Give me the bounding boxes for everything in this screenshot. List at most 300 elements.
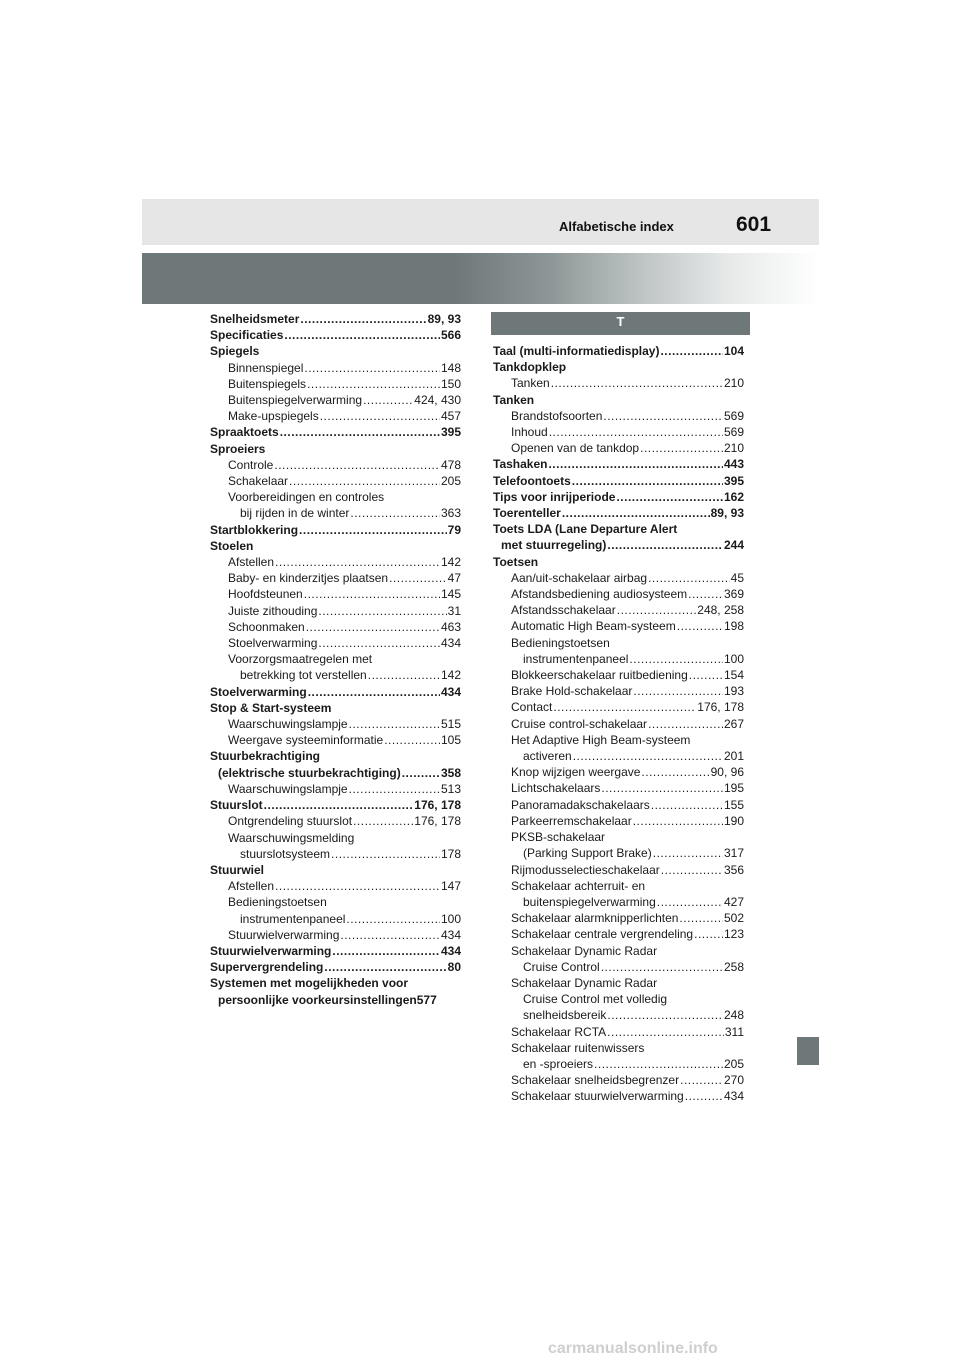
index-entry-pages: 427 [723, 894, 744, 909]
index-entry [210, 862, 461, 878]
index-entry [493, 1072, 744, 1088]
index-entry-pages: 443 [723, 457, 744, 472]
index-entry-label: Stuurwiel [210, 862, 265, 877]
index-entry-label: Schakelaar RCTA [511, 1024, 607, 1039]
header-band [142, 199, 819, 245]
index-entry-label: Waarschuwingslampje [228, 717, 348, 732]
watermark: carmanualsonline.info [548, 1340, 718, 1357]
index-entry [493, 910, 744, 926]
index-entry-pages: 150 [440, 376, 461, 391]
index-entry-pages: 434 [440, 943, 461, 958]
index-entry-pages: 358 [440, 765, 461, 780]
index-entry-pages: 248 [723, 1008, 744, 1023]
index-entry [493, 991, 744, 1007]
index-entry-label: Afstellen [228, 879, 275, 894]
index-entry [493, 764, 744, 780]
index-entry-pages: 100 [440, 911, 461, 926]
index-entry-pages: 356 [723, 862, 744, 877]
dot-leader [629, 651, 723, 667]
index-entry-label: Stoelen [210, 538, 254, 553]
index-entry [493, 343, 744, 359]
index-entry-pages: 210 [723, 376, 744, 391]
index-entry-label: Stuurwielverwarming [210, 943, 332, 958]
index-entry-label: Tanken [511, 376, 550, 391]
index-entry [493, 1088, 744, 1104]
dot-leader [368, 667, 440, 683]
dot-leader [280, 424, 440, 440]
index-entry-label: instrumentenpaneel [523, 651, 629, 666]
index-entry-label: Toets LDA (Lane Departure Alert [493, 522, 678, 537]
index-entry-label: Schakelaar achterruit- en [511, 878, 646, 893]
index-entry-label: Telefoontoets [493, 473, 571, 488]
index-entry [493, 570, 744, 586]
index-entry-pages: 145 [440, 587, 461, 602]
index-entry [210, 586, 461, 602]
index-entry-label: Stoelverwarming [228, 636, 318, 651]
index-entry-label: Stuurslot [210, 798, 263, 813]
index-column-right [493, 343, 744, 1105]
index-entry-label: Bedieningstoetsen [511, 635, 610, 650]
index-entry [210, 489, 461, 505]
index-entry-pages: 104 [723, 344, 744, 358]
index-entry-label: Schakelaar alarmknipperlichten [511, 911, 679, 926]
dot-leader [680, 1072, 723, 1088]
dot-leader [346, 911, 440, 927]
index-entry [493, 554, 744, 570]
index-entry-label: Waarschuwingslampje [228, 781, 348, 796]
index-entry-label: Schakelaar snelheidsbegrenzer [511, 1073, 680, 1088]
index-entry [493, 732, 744, 748]
index-entry [493, 651, 744, 667]
index-entry [493, 748, 744, 764]
index-entry [210, 943, 461, 959]
index-entry [493, 716, 744, 732]
index-entry-label: Afstandsschakelaar [511, 603, 616, 618]
index-entry [210, 732, 461, 748]
dot-leader [633, 813, 723, 829]
dot-leader [304, 360, 440, 376]
index-entry [493, 537, 744, 553]
index-entry [493, 829, 744, 845]
index-entry [493, 424, 744, 440]
index-entry-pages: 142 [440, 555, 461, 570]
index-entry [210, 927, 461, 943]
index-entry-label: Supervergrendeling [210, 960, 324, 975]
dot-leader [331, 846, 440, 862]
index-entry-label: Schoonmaken [228, 619, 305, 634]
index-entry-pages: 176, 178 [414, 798, 461, 813]
index-entry-pages: 176, 178 [414, 814, 461, 829]
dot-leader [601, 959, 723, 975]
index-entry-pages: 100 [723, 651, 744, 666]
index-entry-pages: 317 [723, 846, 744, 861]
dot-leader [694, 926, 723, 942]
index-entry-label: Aan/uit-schakelaar airbag [511, 570, 648, 585]
index-entry-label: Ontgrendeling stuurslot [228, 814, 353, 829]
index-entry [493, 505, 744, 521]
index-entry [210, 781, 461, 797]
dot-leader [264, 797, 414, 813]
index-entry-label: Cruise Control [523, 959, 600, 974]
index-entry-label: Schakelaar Dynamic Radar [511, 975, 658, 990]
index-entry [493, 635, 744, 651]
letter-heading-t: T [491, 312, 750, 335]
index-entry-pages: 369 [723, 587, 744, 602]
index-entry-label: Stuurwielverwarming [228, 927, 340, 942]
index-entry-label: Schakelaar stuurwielverwarming [511, 1089, 684, 1104]
index-entry-pages: 47 [447, 571, 461, 586]
index-entry-label: Make-upspiegels [228, 409, 319, 424]
index-entry-label: Blokkeerschakelaar ruitbediening [511, 668, 688, 683]
dot-leader [340, 927, 440, 943]
dot-leader [384, 732, 440, 748]
index-entry-pages: 267 [723, 716, 744, 731]
index-entry-label: stuurslotsysteem [240, 846, 331, 861]
index-entry [493, 683, 744, 699]
dot-leader [350, 505, 440, 521]
index-entry-label: Cruise Control met volledig [523, 992, 668, 1007]
index-entry-pages: 123 [723, 927, 744, 942]
index-entry-pages: 45 [730, 570, 744, 585]
index-entry-label: Voorzorgsmaatregelen met [228, 652, 373, 667]
index-entry-label: buitenspiegelverwarming [523, 894, 656, 909]
index-entry-pages: 463 [440, 619, 461, 634]
dot-leader [607, 537, 723, 553]
index-entry-label: Stoelverwarming [210, 684, 307, 699]
index-entry-label: Schakelaar Dynamic Radar [511, 943, 658, 958]
index-entry-label: Het Adaptive High Beam-systeem [511, 732, 691, 747]
index-entry [210, 651, 461, 667]
index-entry-label: Tips voor inrijperiode [493, 489, 616, 504]
index-entry-label: activeren [523, 749, 572, 764]
index-entry-pages: 395 [440, 425, 461, 440]
decorative-gradient-band [142, 253, 819, 304]
dot-leader [275, 554, 440, 570]
index-entry-pages: 178 [440, 846, 461, 861]
index-entry [493, 943, 744, 959]
index-entry-label: Controle [228, 457, 274, 472]
index-entry [210, 748, 461, 764]
index-entry-label: Sproeiers [210, 441, 266, 456]
index-entry-label: bij rijden in de winter [240, 506, 350, 521]
index-entry-label: Voorbereidingen en controles [228, 490, 385, 505]
index-entry-pages: 198 [723, 619, 744, 634]
index-entry [210, 894, 461, 910]
index-entry-pages: 142 [440, 668, 461, 683]
index-entry [493, 1024, 744, 1040]
dot-leader [304, 586, 440, 602]
index-entry [210, 603, 461, 619]
index-entry [210, 992, 461, 1008]
dot-leader [349, 716, 440, 732]
index-entry-pages: 162 [723, 489, 744, 504]
index-entry [210, 554, 461, 570]
dot-leader [318, 603, 446, 619]
dot-leader [660, 343, 723, 359]
index-entry-label: Brake Hold-schakelaar [511, 684, 633, 699]
index-entry-label: Systemen met mogelijkheden voor [210, 976, 409, 991]
page-number: 601 [736, 213, 772, 236]
chapter-side-tab [797, 1037, 819, 1065]
index-entry [493, 1007, 744, 1023]
index-entry-label: en -sproeiers [523, 1056, 594, 1071]
index-entry-label: Baby- en kinderzitjes plaatsen [228, 571, 389, 586]
index-entry-label: Waarschuwingsmelding [228, 830, 355, 845]
dot-leader [651, 797, 723, 813]
index-entry-pages: 89, 93 [427, 312, 461, 326]
index-entry [493, 699, 744, 715]
index-entry [210, 846, 461, 862]
index-entry-label: Tanken [493, 392, 535, 407]
index-entry-pages: 80 [447, 960, 461, 975]
dot-leader [657, 894, 723, 910]
dot-leader [601, 780, 723, 796]
dot-leader [573, 748, 723, 764]
dot-leader [332, 943, 440, 959]
index-entry [210, 376, 461, 392]
index-entry [493, 1040, 744, 1056]
index-entry [210, 538, 461, 554]
dot-leader [353, 813, 413, 829]
index-entry-label: Binnenspiegel [228, 360, 304, 375]
index-entry-label: Schakelaar centrale vergrendeling [511, 927, 694, 942]
dot-leader [641, 764, 709, 780]
index-entry-label: Spiegels [210, 344, 260, 359]
index-entry-label: persoonlijke voorkeursinstellingen [218, 992, 417, 1007]
index-entry [210, 505, 461, 521]
index-entry-label: Specificaties [210, 328, 284, 343]
index-entry-pages: 244 [723, 538, 744, 553]
index-entry-label: Buitenspiegelverwarming [228, 393, 363, 408]
index-entry-label: (elektrische stuurbekrachtiging) [218, 765, 401, 780]
index-entry [493, 602, 744, 618]
index-entry-label: Cruise control-schakelaar [511, 716, 648, 731]
index-entry-label: Knop wijzigen weergave [511, 765, 641, 780]
index-entry-pages: 201 [723, 749, 744, 764]
index-entry-pages: 424, 430 [414, 393, 461, 408]
index-entry [493, 473, 744, 489]
index-entry-label: Schakelaar ruitenwissers [511, 1040, 645, 1055]
dot-leader [607, 1007, 723, 1023]
index-entry [493, 618, 744, 634]
index-entry-label: Parkeerremschakelaar [511, 813, 632, 828]
index-entry-label: Rijmodusselectieschakelaar [511, 862, 660, 877]
index-entry-pages: 569 [723, 425, 744, 440]
dot-leader [308, 684, 440, 700]
index-entry-pages: 105 [440, 733, 461, 748]
index-entry-pages: 566 [440, 328, 461, 343]
index-entry-label: Buitenspiegels [228, 376, 307, 391]
index-entry [210, 424, 461, 440]
index-entry [493, 408, 744, 424]
index-entry-pages: 434 [440, 927, 461, 942]
index-entry [493, 667, 744, 683]
dot-leader [549, 424, 723, 440]
index-entry-label: snelheidsbereik [523, 1008, 607, 1023]
index-entry-label: Tankdopklep [493, 360, 567, 375]
index-entry-label: Toetsen [493, 554, 539, 569]
index-entry-label: Weergave systeeminformatie [228, 733, 384, 748]
dot-leader [607, 1024, 724, 1040]
index-entry [210, 441, 461, 457]
index-entry-label: Spraaktoets [210, 425, 279, 440]
index-entry [493, 375, 744, 391]
dot-leader [648, 570, 730, 586]
index-entry-pages: 258 [723, 959, 744, 974]
index-entry [210, 878, 461, 894]
index-entry [493, 521, 744, 537]
index-entry-pages: 147 [440, 879, 461, 894]
index-entry-label: Openen van de tankdop [511, 441, 640, 456]
index-entry [210, 522, 461, 538]
index-entry [493, 797, 744, 813]
index-entry [210, 619, 461, 635]
index-entry-label: Taal (multi-informatiedisplay) [493, 344, 660, 358]
dot-leader [653, 845, 723, 861]
dot-leader [324, 959, 446, 975]
index-entry-pages: 248, 258 [697, 603, 744, 618]
index-entry [210, 473, 461, 489]
index-entry [493, 456, 744, 472]
index-entry-label: Inhoud [511, 425, 548, 440]
index-entry-pages: 515 [440, 717, 461, 732]
index-entry [210, 635, 461, 651]
section-title: Alfabetische index [559, 219, 674, 234]
dot-leader [289, 473, 440, 489]
index-entry [210, 765, 461, 781]
index-entry-pages: 395 [723, 473, 744, 488]
dot-leader [603, 408, 723, 424]
dot-leader [402, 765, 440, 781]
dot-leader [688, 586, 723, 602]
index-entry-pages: 311 [724, 1024, 744, 1039]
index-entry-pages: 205 [440, 474, 461, 489]
dot-leader [572, 473, 723, 489]
dot-leader [677, 618, 723, 634]
index-entry-label: met stuurregeling) [501, 538, 607, 553]
dot-leader [551, 375, 723, 391]
index-entry-label: Stuurbekrachtiging [210, 749, 321, 764]
index-entry-label: instrumentenpaneel [240, 911, 346, 926]
index-entry [210, 716, 461, 732]
index-entry [210, 667, 461, 683]
index-entry [493, 780, 744, 796]
index-entry-pages: 577 [416, 992, 437, 1007]
index-entry [493, 586, 744, 602]
index-entry-pages: 195 [723, 781, 744, 796]
index-entry [210, 911, 461, 927]
index-entry-pages: 79 [447, 522, 461, 537]
index-entry-pages: 434 [723, 1089, 744, 1104]
index-entry [210, 311, 461, 327]
dot-leader [300, 311, 426, 327]
index-entry [210, 327, 461, 343]
index-entry-label: Hoofdsteunen [228, 587, 303, 602]
index-entry-label: Afstandsbediening audiosysteem [511, 587, 688, 602]
index-entry [493, 894, 744, 910]
dot-leader [661, 862, 723, 878]
index-entry-label: Contact [511, 700, 553, 715]
index-entry [493, 862, 744, 878]
dot-leader [553, 699, 696, 715]
index-entry-pages: 478 [440, 457, 461, 472]
dot-leader [284, 327, 440, 343]
index-entry-label: Toerenteller [493, 506, 561, 521]
index-entry-pages: 148 [440, 360, 461, 375]
index-entry [210, 684, 461, 700]
index-entry-pages: 434 [440, 684, 461, 699]
index-entry-label: Juiste zithouding [228, 603, 318, 618]
index-entry [493, 359, 744, 375]
dot-leader [679, 910, 723, 926]
index-entry-label: Automatic High Beam-systeem [511, 619, 676, 634]
index-entry-pages: 434 [440, 636, 461, 651]
index-entry-pages: 502 [723, 911, 744, 926]
index-entry [493, 392, 744, 408]
index-entry-label: Afstellen [228, 555, 275, 570]
index-entry [210, 343, 461, 359]
index-entry [210, 830, 461, 846]
dot-leader [594, 1056, 723, 1072]
index-entry [493, 926, 744, 942]
index-entry [210, 360, 461, 376]
dot-leader [685, 1088, 723, 1104]
index-entry-pages: 176, 178 [697, 700, 744, 715]
dot-leader [562, 505, 710, 521]
index-entry-pages: 205 [723, 1056, 744, 1071]
index-entry [493, 975, 744, 991]
dot-leader [318, 635, 440, 651]
dot-leader [548, 456, 723, 472]
index-entry-pages: 90, 96 [710, 765, 744, 780]
index-entry-label: Snelheidsmeter [210, 312, 300, 326]
index-entry [210, 408, 461, 424]
index-entry [493, 813, 744, 829]
index-entry [210, 959, 461, 975]
index-entry-label: Startblokkering [210, 522, 299, 537]
index-entry-pages: 363 [440, 506, 461, 521]
index-entry [493, 845, 744, 861]
index-entry-pages: 155 [723, 797, 744, 812]
dot-leader [389, 570, 447, 586]
dot-leader [320, 408, 440, 424]
index-entry-label: Brandstofsoorten [511, 408, 603, 423]
dot-leader [363, 392, 413, 408]
index-entry-pages: 569 [723, 408, 744, 423]
index-entry-label: (Parking Support Brake) [523, 846, 652, 861]
index-entry-pages: 89, 93 [710, 506, 744, 521]
index-entry-label: Stop & Start-systeem [210, 700, 332, 715]
dot-leader [307, 376, 440, 392]
index-entry-pages: 270 [723, 1073, 744, 1088]
index-entry-label: Schakelaar [228, 474, 289, 489]
index-entry [493, 959, 744, 975]
index-entry-pages: 193 [723, 684, 744, 699]
index-entry-pages: 154 [723, 668, 744, 683]
index-entry-label: Panoramadakschakelaars [511, 797, 650, 812]
index-entry-pages: 31 [447, 603, 461, 618]
dot-leader [349, 781, 440, 797]
index-entry [210, 813, 461, 829]
index-entry-pages: 210 [723, 441, 744, 456]
index-entry [210, 392, 461, 408]
dot-leader [689, 667, 723, 683]
dot-leader [275, 878, 440, 894]
index-entry [493, 489, 744, 505]
dot-leader [299, 522, 447, 538]
index-entry [210, 975, 461, 991]
dot-leader [274, 457, 440, 473]
